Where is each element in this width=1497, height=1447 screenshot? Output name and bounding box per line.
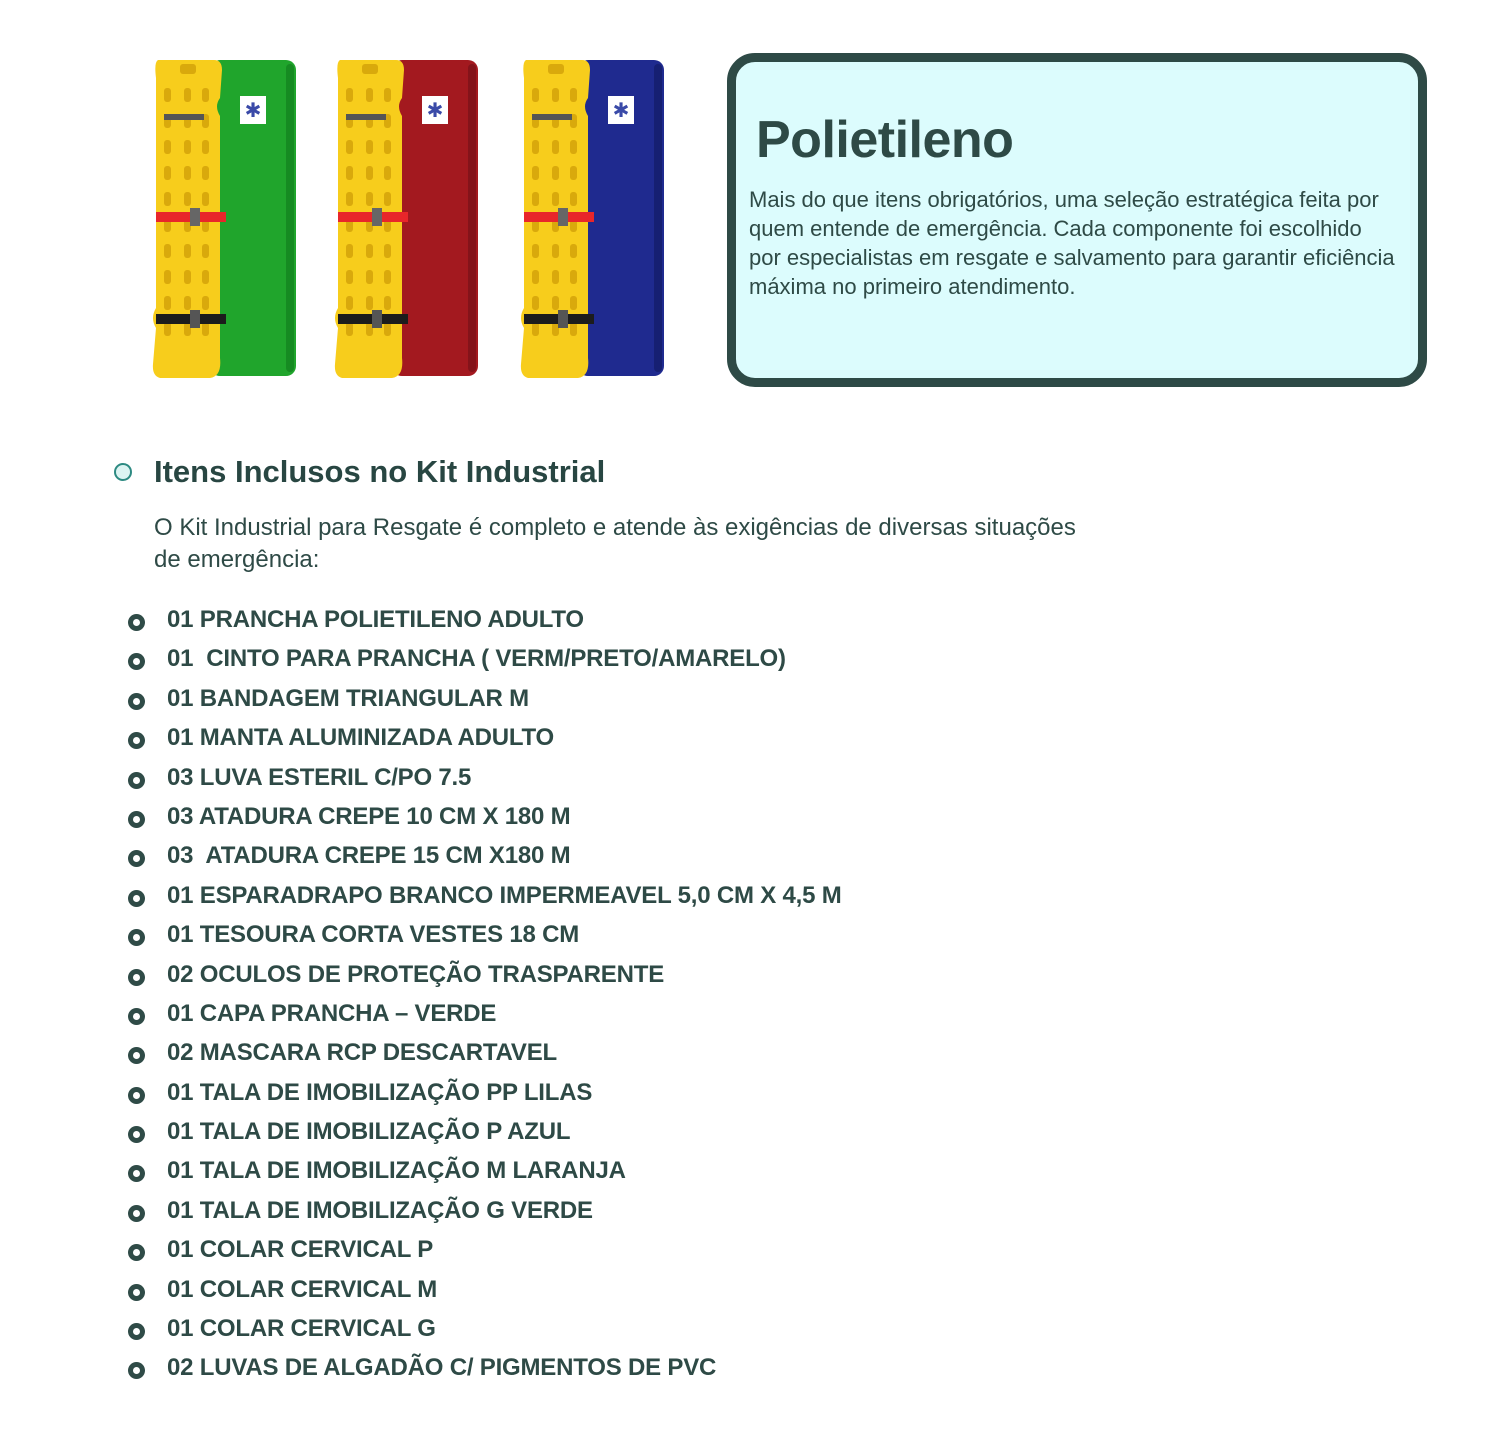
list-item-text: 02 OCULOS DE PROTEÇÃO TRASPARENTE — [167, 960, 665, 988]
bullet-icon — [128, 1362, 145, 1379]
bullet-icon — [128, 1087, 145, 1104]
list-item-text: 01 ESPARADRAPO BRANCO IMPERMEAVEL 5,0 CM X 4,5 M — [167, 881, 842, 909]
rescue-board-image — [518, 58, 668, 380]
info-card-text: Mais do que itens obrigatórios, uma seleção estratégica feita por quem entende de emergência. Cada componente foi escolhido por especialistas em resgate e salvamento para garantir eficiência máxima no primeiro atendimento. — [749, 187, 1395, 299]
list-item-text: 01 TALA DE IMOBILIZAÇÃO G VERDE — [167, 1196, 593, 1224]
bullet-icon — [128, 929, 145, 946]
section-title: Itens Inclusos no Kit Industrial — [154, 454, 606, 489]
list-item-text: 03 LUVA ESTERIL C/PO 7.5 — [167, 763, 472, 791]
bullet-icon — [128, 1244, 145, 1261]
list-item-text: 01 TALA DE IMOBILIZAÇÃO M LARANJA — [167, 1157, 626, 1185]
list-item-text: 01 CINTO PARA PRANCHA ( VERM/PRETO/AMARELO) — [167, 645, 786, 673]
bullet-icon — [128, 969, 145, 986]
bullet-icon — [128, 1284, 145, 1301]
info-card-title: Polietileno — [756, 111, 1014, 169]
bullet-icon — [128, 850, 145, 867]
list-item-text: 01 COLAR CERVICAL M — [167, 1275, 438, 1303]
rescue-board-image — [332, 58, 482, 380]
list-item-text: 01 MANTA ALUMINIZADA ADULTO — [167, 724, 555, 752]
bullet-icon — [128, 653, 145, 670]
bullet-icon — [128, 614, 145, 631]
list-item-text: 02 LUVAS DE ALGADÃO C/ PIGMENTOS DE PVC — [167, 1354, 717, 1382]
list-item-text: 01 TALA DE IMOBILIZAÇÃO PP LILAS — [167, 1078, 593, 1106]
list-item-text: 01 COLAR CERVICAL G — [167, 1315, 436, 1343]
bullet-icon — [128, 693, 145, 710]
list-item-text: 01 CAPA PRANCHA – VERDE — [167, 999, 497, 1027]
list-item-text: 01 TESOURA CORTA VESTES 18 CM — [167, 921, 580, 949]
bullet-icon — [128, 1008, 145, 1025]
section-intro: O Kit Industrial para Resgate é completo e atende às exigências de diversas situações de emergência: — [154, 514, 1076, 573]
bullet-icon — [128, 1205, 145, 1222]
list-item-text: 01 COLAR CERVICAL P — [167, 1236, 434, 1264]
bullet-icon — [128, 1165, 145, 1182]
list-item-text: 03 ATADURA CREPE 10 CM X 180 M — [167, 802, 571, 830]
bullet-icon — [128, 1047, 145, 1064]
bullet-icon — [128, 772, 145, 789]
rescue-board-image — [150, 58, 300, 380]
list-item-text: 01 TALA DE IMOBILIZAÇÃO P AZUL — [167, 1118, 571, 1146]
list-item-text: 03 ATADURA CREPE 15 CM X180 M — [167, 842, 571, 870]
svg-text:✱: ✱ — [426, 98, 444, 122]
info-card — [727, 53, 1427, 387]
bullet-icon — [128, 732, 145, 749]
bullet-icon — [128, 1126, 145, 1143]
list-item-text: 01 BANDAGEM TRIANGULAR M — [167, 684, 529, 712]
svg-text:✱: ✱ — [244, 98, 262, 122]
list-item-text: 02 MASCARA RCP DESCARTAVEL — [167, 1039, 557, 1067]
product-images — [150, 58, 690, 380]
svg-text:✱: ✱ — [612, 98, 630, 122]
ring-bullet-icon — [114, 463, 132, 481]
list-item-text: 01 PRANCHA POLIETILENO ADULTO — [167, 606, 584, 633]
bullet-icon — [128, 1323, 145, 1340]
bullet-icon — [128, 890, 145, 907]
bullet-icon — [128, 811, 145, 828]
